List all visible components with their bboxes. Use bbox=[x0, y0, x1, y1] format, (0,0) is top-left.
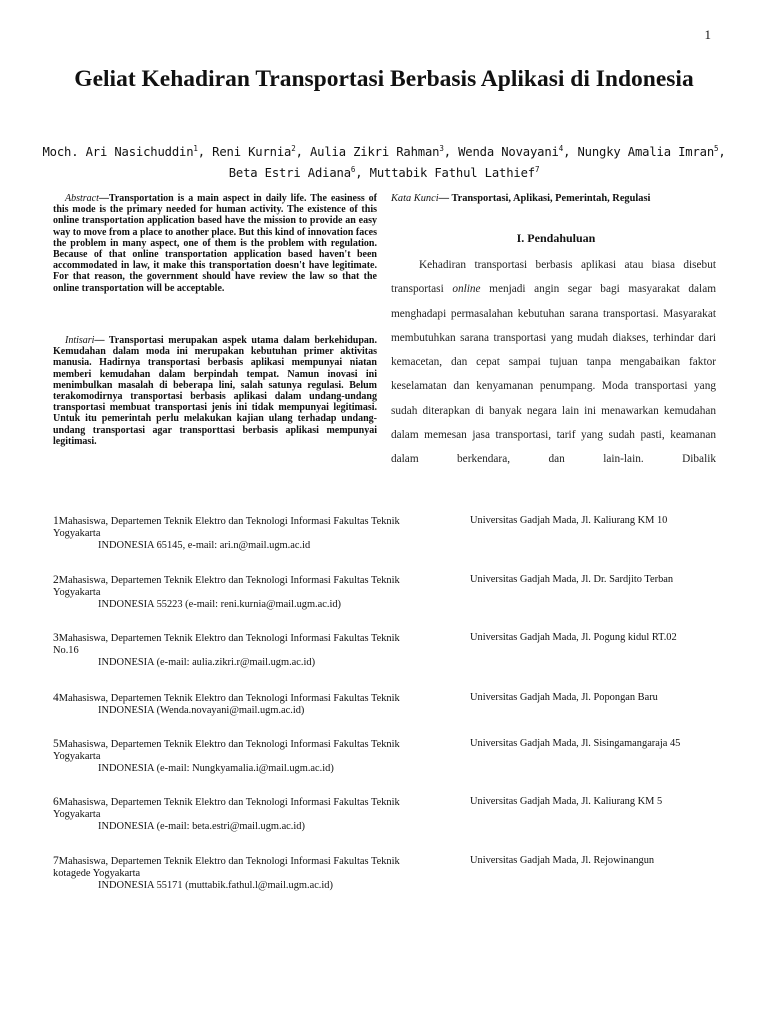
affiliation-3: 3Mahasiswa, Departemen Teknik Elektro dan Teknologi Informasi Fakultas Teknik Universitas Gadjah Mada, Jl. Pogung kidul RT.02 No.16 INDONESIA (e-mail: aulia.zikri.r@mail.ugm.ac.id) bbox=[53, 632, 677, 668]
keywords bbox=[391, 193, 721, 204]
affiliation-2: 2Mahasiswa, Departemen Teknik Elektro dan Teknologi Informasi Fakultas Teknik Universitas Gadjah Mada, Jl. Dr. Sardjito Terban Yogyakarta INDONESIA 55223 (e-mail: reni.kurnia@mail.ugm.ac.id) bbox=[53, 574, 674, 610]
intisari bbox=[53, 335, 377, 447]
intro-paragraph: Kehadiran transportasi berbasis aplikasi atau biasa disebut transportasi online menjadi angin segar bagi masyarakat dalam menghadapi permasalahan kebutuhan sarana transportasi. Masyarakat membutuhkan sarana transportasi yang mudah diakses, terhindar dari kemacetan, dan cepat sampai tujuan tanpa mengabaikan faktor keselamatan dan kenyamanan penumpang. Moda transportasi yang sudah diterapkan di banyak negara lain ini menawarkan kemudahan dalam memesan jasa transportasi, tarif yang sudah pasti, keamanan dalam berkendara, dan lain-lain. Dibalik bbox=[391, 259, 716, 466]
page-number: 1 bbox=[704, 27, 711, 42]
intisari-dash: — bbox=[94, 335, 105, 346]
intisari-text: Transportasi merupakan aspek utama dalam berkehidupan. Kemudahan dalam moda ini merupakan kebutuhan primer aktivitas manusia. Hadirnya transportasi berbasis aplikasi mempunyai niatan memberi kemudahan dalam berpindah tempat. Namun inovasi ini menimbulkan masalah di beberapa lini, salah satunya regulasi. Belum terakomodirnya transportasi berbasis aplikasi dalam undang-undang transportasi membuat transportasi jenis ini tidak mempunyai legitimasi. Untuk itu pemerintah perlu melakukan kajian ulang terhadap undang-undang transportasi agar transporttasi berbasis aplikasi mempunyai legitimasi. bbox=[53, 335, 377, 447]
keywords-label: Kata Kunci bbox=[391, 193, 439, 204]
abstract-dash: — bbox=[98, 193, 109, 204]
abstract bbox=[53, 193, 377, 294]
intisari-label: Intisari bbox=[65, 335, 95, 346]
author: Reni Kurnia$^2$, bbox=[212, 144, 310, 160]
affiliation-6: 6Mahasiswa, Departemen Teknik Elektro dan Teknologi Informasi Fakultas Teknik Universitas Gadjah Mada, Jl. Kaliurang KM 5 Yogyakarta INDONESIA (e-mail: beta.estri@mail.ugm.ac.id) bbox=[53, 796, 663, 832]
paper-title: Geliat Kehadiran Transportasi Berbasis Aplikasi di Indonesia bbox=[74, 66, 694, 92]
affiliation-1: 1Mahasiswa, Departemen Teknik Elektro dan Teknologi Informasi Fakultas Teknik Universitas Gadjah Mada, Jl. Kaliurang KM 10 Yogyakarta INDONESIA 65145, e-mail: ari.n@mail.ugm.ac.id bbox=[53, 515, 668, 551]
author-list bbox=[40, 140, 728, 182]
author: Nungky Amalia Imran$^5$, bbox=[577, 144, 726, 160]
author: Aulia Zikri Rahman$^3$, bbox=[309, 144, 459, 160]
affiliation-7: 7Mahasiswa, Departemen Teknik Elektro dan Teknologi Informasi Fakultas Teknik Universitas Gadjah Mada, Jl. Rejowinangun kotagede Yogyakarta INDONESIA 55171 (muttabik.fathul.l@mail.ugm.ac.id) bbox=[53, 855, 655, 891]
author: Wenda Novayani$^4$, bbox=[458, 144, 578, 160]
author: Beta Estri Adiana$^6$, bbox=[228, 165, 370, 181]
affiliation-5: 5Mahasiswa, Departemen Teknik Elektro dan Teknologi Informasi Fakultas Teknik Universitas Gadjah Mada, Jl. Sisingamangaraja 45 Yogyakarta INDONESIA (e-mail: Nungkyamalia.i@mail.ugm.ac.id) bbox=[53, 738, 681, 774]
keywords-text: — Transportasi, Aplikasi, Pemerintah, Regulasi bbox=[438, 193, 651, 204]
author: Moch. Ari Nasichuddin$^1$, bbox=[42, 144, 213, 160]
author: Muttabik Fathul Lathief$^7$ bbox=[369, 165, 540, 181]
section-heading: I. Pendahuluan bbox=[516, 231, 596, 245]
affiliation-4: 4Mahasiswa, Departemen Teknik Elektro dan Teknologi Informasi Fakultas Teknik Universitas Gadjah Mada, Jl. Popongan Baru INDONESIA (Wenda.novayani@mail.ugm.ac.id) bbox=[53, 692, 658, 716]
abstract-text: Transportation is a main aspect in daily life. The easiness of this mode is the primary needed for human activity. The existence of this online transportation application based have the mission to provide an easy way to move from a place to another place. But this kind of innovation faces the problem in many aspect, one of them is the problem with regulation. Because of that online transportation application based haven't been accommodated in law, it make this transportation doesn't have legitimate. For that reason, the government should have review the law so that the online transportation will be acceptable. bbox=[53, 193, 377, 294]
abstract-label: Abstract bbox=[65, 193, 99, 204]
